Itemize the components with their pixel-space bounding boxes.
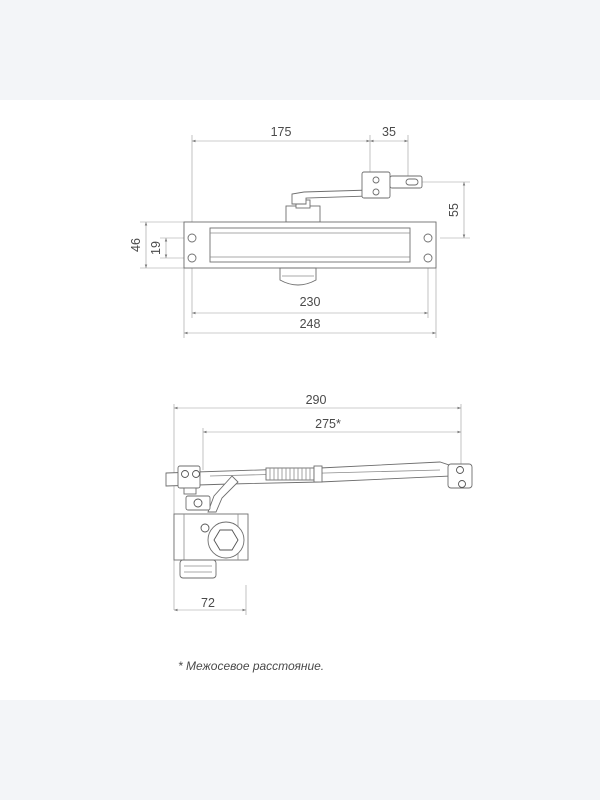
dim-label-72: 72 [201,596,215,610]
mount-hole [424,234,432,242]
shoe-hole [373,177,379,183]
mount-hole [188,254,196,262]
adjuster-nut [314,466,322,482]
valve-cap [280,268,316,285]
dim-label-275: 275* [315,417,341,431]
dim-label-19: 19 [149,241,163,255]
body-screw [201,524,209,532]
side-view [166,393,472,615]
arm-clamp-screw [194,499,202,507]
mount-hole [424,254,432,262]
mount-hole [188,234,196,242]
dim-label-55: 55 [447,203,461,217]
right-pivot [459,481,466,488]
left-pivot [193,471,200,478]
dim-label-35: 35 [382,125,396,139]
arm-link [292,190,370,204]
right-pivot [457,467,464,474]
dim-label-175: 175 [270,125,292,139]
dim-label-46: 46 [129,238,143,252]
left-pivot [182,471,189,478]
footnote: * Межосевое расстояние. [178,659,325,673]
dim-label-290: 290 [305,393,327,407]
shoe-slot [406,179,418,185]
valve-block [180,560,216,578]
left-shoe-foot [184,488,196,494]
shoe-hole [373,189,379,195]
top-view [129,125,470,338]
dim-label-248: 248 [299,317,321,331]
dim-label-230: 230 [299,295,321,309]
